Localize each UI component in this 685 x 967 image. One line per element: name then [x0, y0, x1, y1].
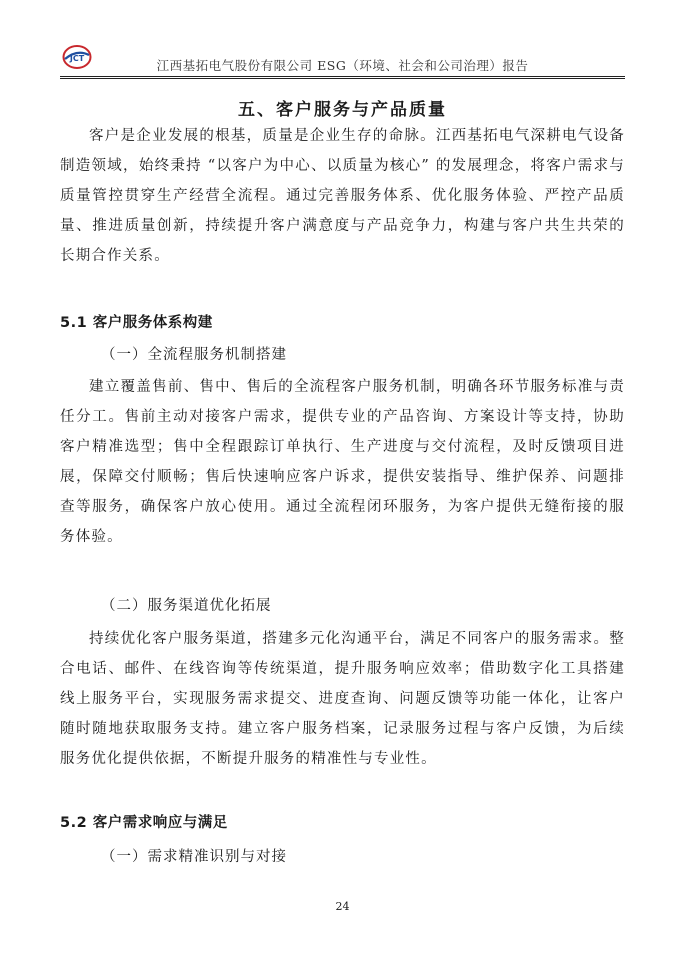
- subheading-5-1-2: （二）服务渠道优化拓展: [101, 598, 272, 614]
- paragraph-5-1-2: 持续优化客户服务渠道，搭建多元化沟通平台，满足不同客户的服务需求。整合电话、邮件、在线咨询等传统渠道，提升服务响应效率；借助数字化工具搭建线上服务平台，实现服务需求提交、进度查询、问题反馈等功能一体化，让客户随时随地获取服务支持。建立客户服务档案，记录服务过程与客户反馈，为后续服务优化提供依据，不断提升服务的精准性与专业性。: [60, 631, 625, 767]
- page-number: 24: [335, 900, 350, 913]
- header-divider-secondary: [60, 78, 625, 79]
- header-divider: [60, 76, 625, 77]
- heading-5-1: 5.1 客户服务体系构建: [60, 315, 213, 331]
- paragraph-5-1-1: 建立覆盖售前、售中、售后的全流程客户服务机制，明确各环节服务标准与责任分工。售前主动对接客户需求，提供专业的产品咨询、方案设计等支持，协助客户精准选型；售中全程跟踪订单执行、生产进度与交付流程，及时反馈项目进展，保障交付顺畅；售后快速响应客户诉求，提供安装指导、维护保养、问题排查等服务，确保客户放心使用。通过全流程闭环服务，为客户提供无缝衔接的服务体验。: [60, 379, 625, 545]
- logo-text: JCT: [69, 54, 85, 63]
- intro-paragraph: 客户是企业发展的根基，质量是企业生存的命脉。江西基拓电气深耕电气设备制造领域，始终秉持 “以客户为中心、以质量为核心” 的发展理念，将客户需求与质量管控贯穿生产经营全流程。通过完善服务体系、优化服务体验、严控产品质量、推进质量创新，持续提升客户满意度与产品竞争力，构建与客户共生共荣的长期合作关系。: [60, 128, 625, 264]
- subheading-5-1-1: （一）全流程服务机制搭建: [101, 347, 287, 363]
- report-header-title: 江西基拓电气股份有限公司 ESG（环境、社会和公司治理）报告: [156, 58, 529, 73]
- subheading-5-2-1: （一）需求精准识别与对接: [101, 849, 287, 865]
- page-header: [60, 42, 625, 74]
- heading-5-2: 5.2 客户需求响应与满足: [60, 815, 228, 831]
- section-title: 五、客户服务与产品质量: [238, 100, 447, 120]
